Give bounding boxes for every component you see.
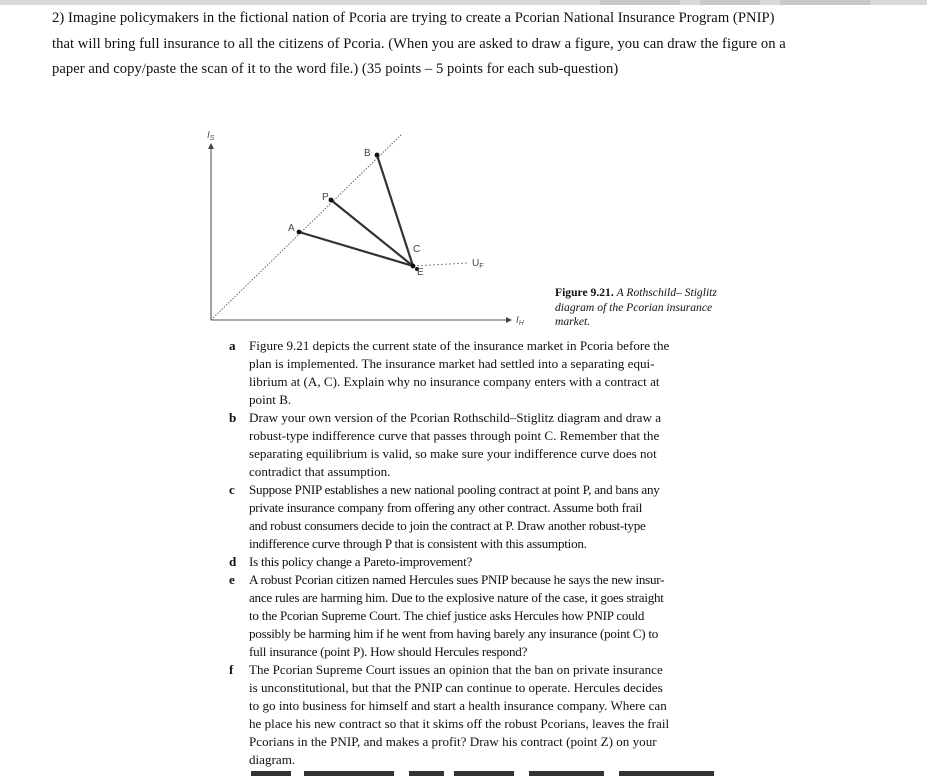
caption-text: A Rothschild– Stiglitz diagram of the Pcorian insurance market.: [555, 286, 717, 329]
text-line: private insurance company from offering any other contract. Assume both frail: [249, 500, 643, 515]
sub-question-text: [249, 481, 721, 553]
cut-off-glyph-fragment: [251, 771, 291, 776]
text-line: point B.: [249, 392, 292, 407]
point-b-marker: [375, 153, 380, 158]
text-line: separating equilibrium is valid, so make sure your indifference curve does not: [249, 446, 657, 461]
top-edge-segment: [780, 0, 870, 5]
cut-off-glyph-fragment: [619, 771, 714, 776]
robust-indifference-curve: [413, 263, 467, 266]
sub-question-letter: a: [229, 338, 236, 353]
top-edge-segment: [600, 0, 680, 5]
full-insurance-line: [211, 134, 402, 320]
point-c-marker: [411, 264, 416, 269]
point-e-label: E: [417, 267, 424, 278]
text-line: ance rules are harming him. Due to the explosive nature of the case, it goes straight: [249, 590, 664, 605]
caption-label: Figure 9.21.: [555, 286, 614, 299]
text-line: plan is implemented. The insurance market had settled into a separating equi-: [249, 356, 655, 371]
text-line: librium at (A, C). Explain why no insurance company enters with a contract at: [249, 374, 660, 389]
text-line: is unconstitutional, but that the PNIP can continue to operate. Hercules decides: [249, 680, 663, 695]
point-b-label: B: [364, 148, 371, 159]
text-line: he place his new contract so that it skims off the robust Pcorians, leaves the frail: [249, 716, 670, 731]
sub-question: [229, 337, 721, 409]
window-top-edge: [0, 0, 927, 5]
sub-question-text: [249, 661, 721, 769]
cut-off-next-line: [249, 768, 719, 776]
point-p-label: P: [322, 192, 329, 203]
sub-question: [229, 661, 721, 769]
line-a-to-c: [299, 232, 413, 266]
sub-question: [229, 409, 721, 481]
point-a-label: A: [288, 223, 295, 234]
text-line: indifference curve through P that is consistent with this assumption.: [249, 536, 587, 551]
sub-question: [229, 553, 721, 571]
text-line: to go into business for himself and start a health insurance company. Where can: [249, 698, 667, 713]
text-line: Suppose PNIP establishes a new national pooling contract at point P, and bans any: [249, 482, 660, 497]
text-line: Figure 9.21 depicts the current state of the insurance market in Pcoria before the: [249, 338, 670, 353]
text-line: to the Pcorian Supreme Court. The chief justice asks Hercules how PNIP could: [249, 608, 645, 623]
sub-question-text: [249, 553, 721, 571]
figure-caption: [555, 286, 740, 330]
sub-question-text: [249, 571, 721, 661]
sub-question-letter: b: [229, 410, 237, 425]
sub-question-letter: f: [229, 662, 234, 677]
intro-line: that will bring full insurance to all the citizens of Pcoria. (When you are asked to draw a figure, you can draw the figure on a: [52, 35, 786, 52]
point-c-label: C: [413, 244, 421, 255]
cut-off-glyph-fragment: [529, 771, 604, 776]
text-line: contradict that assumption.: [249, 464, 391, 479]
sub-question-text: [249, 337, 721, 409]
text-line: full insurance (point P). How should Hercules respond?: [249, 644, 528, 659]
curve-uf-label: $U_F$: [472, 258, 484, 270]
y-axis-label: $I_S$: [207, 130, 215, 142]
text-line: robust-type indifference curve that passes through point C. Remember that the: [249, 428, 660, 443]
intro-line: paper and copy/paste the scan of it to the word file.) (35 points – 5 points for each sub-question): [52, 61, 619, 77]
text-line: The Pcorian Supreme Court issues an opinion that the ban on private insurance: [249, 662, 663, 677]
x-axis-label: $I_H$: [516, 315, 524, 327]
text-line: Is this policy change a Pareto-improvement?: [249, 554, 473, 569]
question-intro: [52, 6, 882, 83]
sub-question-list: [229, 337, 721, 769]
line-p-to-c: [331, 200, 413, 266]
cut-off-glyph-fragment: [409, 771, 444, 776]
point-a-marker: [297, 230, 302, 235]
top-edge-segment: [700, 0, 760, 5]
rothschild-stiglitz-figure: [195, 122, 540, 332]
text-line: Draw your own version of the Pcorian Rothschild–Stiglitz diagram and draw a: [249, 410, 661, 425]
intro-line: 2) Imagine policymakers in the fictional nation of Pcoria are trying to create a Pcorian National Insurance Program (PNIP): [52, 10, 775, 26]
sub-question-letter: d: [229, 554, 237, 569]
point-p-marker: [329, 198, 334, 203]
cut-off-glyph-fragment: [304, 771, 394, 776]
sub-question-letter: c: [229, 482, 235, 497]
text-line: possibly be harming him if he went from having barely any insurance (point C) to: [249, 626, 659, 641]
sub-question: [229, 481, 721, 553]
line-b-to-c: [377, 155, 413, 266]
cut-off-glyph-fragment: [454, 771, 514, 776]
sub-question-letter: e: [229, 572, 235, 587]
text-line: Pcorians in the PNIP, and makes a profit? Draw his contract (point Z) on your: [249, 734, 657, 749]
text-line: A robust Pcorian citizen named Hercules sues PNIP because he says the new insur-: [249, 572, 665, 587]
text-line: and robust consumers decide to join the contract at P. Draw another robust-type: [249, 518, 646, 533]
sub-question-text: [249, 409, 721, 481]
text-line: diagram.: [249, 752, 296, 767]
sub-question: [229, 571, 721, 661]
